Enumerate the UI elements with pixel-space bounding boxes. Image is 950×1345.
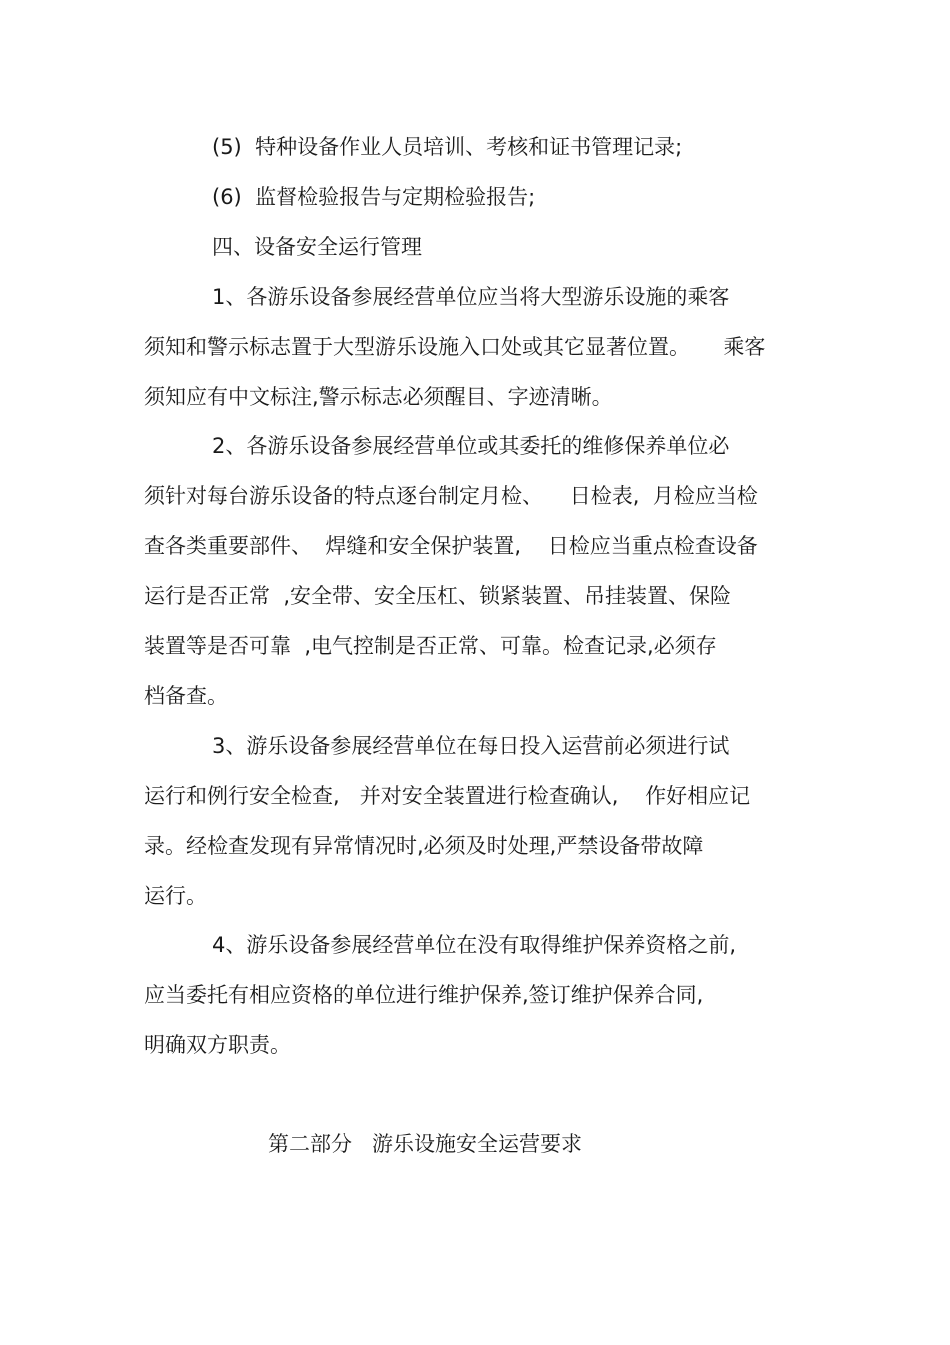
paragraph-3-line-1: 3、游乐设备参展经营单位在每日投入运营前必须进行试	[212, 734, 730, 758]
list-item-6: (6) 监督检验报告与定期检验报告;	[212, 185, 536, 209]
paragraph-3-line-4: 运行。	[144, 884, 207, 908]
paragraph-1-line-3: 须知应有中文标注,警示标志必须醒目、字迹清晰。	[144, 385, 613, 409]
paragraph-2-line-2: 须针对每台游乐设备的特点逐台制定月检、 日检表, 月检应当检	[144, 484, 758, 508]
paragraph-3-line-3: 录。经检查发现有异常情况时,必须及时处理,严禁设备带故障	[144, 834, 704, 858]
paragraph-2-line-1: 2、各游乐设备参展经营单位或其委托的维修保养单位必	[212, 434, 730, 458]
list-item-5: (5) 特种设备作业人员培训、考核和证书管理记录;	[212, 135, 683, 159]
paragraph-3-line-2: 运行和例行安全检查, 并对安全装置进行检查确认, 作好相应记	[144, 784, 751, 808]
paragraph-4-line-2: 应当委托有相应资格的单位进行维护保养,签订维护保养合同,	[144, 983, 704, 1007]
paragraph-2-line-6: 档备查。	[144, 684, 228, 708]
section-title-equipment-safety: 四、设备安全运行管理	[212, 235, 422, 259]
part-two-title: 第二部分 游乐设施安全运营要求	[268, 1132, 583, 1156]
paragraph-4-line-1: 4、游乐设备参展经营单位在没有取得维护保养资格之前,	[212, 933, 737, 957]
paragraph-1-line-2: 须知和警示标志置于大型游乐设施入口处或其它显著位置。 乘客	[144, 335, 766, 359]
paragraph-2-line-3: 查各类重要部件、 焊缝和安全保护装置, 日检应当重点检查设备	[144, 534, 758, 558]
paragraph-1-line-1: 1、各游乐设备参展经营单位应当将大型游乐设施的乘客	[212, 285, 730, 309]
paragraph-2-line-4: 运行是否正常 ,安全带、安全压杠、锁紧装置、吊挂装置、保险	[144, 584, 732, 608]
paragraph-2-line-5: 装置等是否可靠 ,电气控制是否正常、可靠。检查记录,必须存	[144, 634, 717, 658]
paragraph-4-line-3: 明确双方职责。	[144, 1033, 291, 1057]
